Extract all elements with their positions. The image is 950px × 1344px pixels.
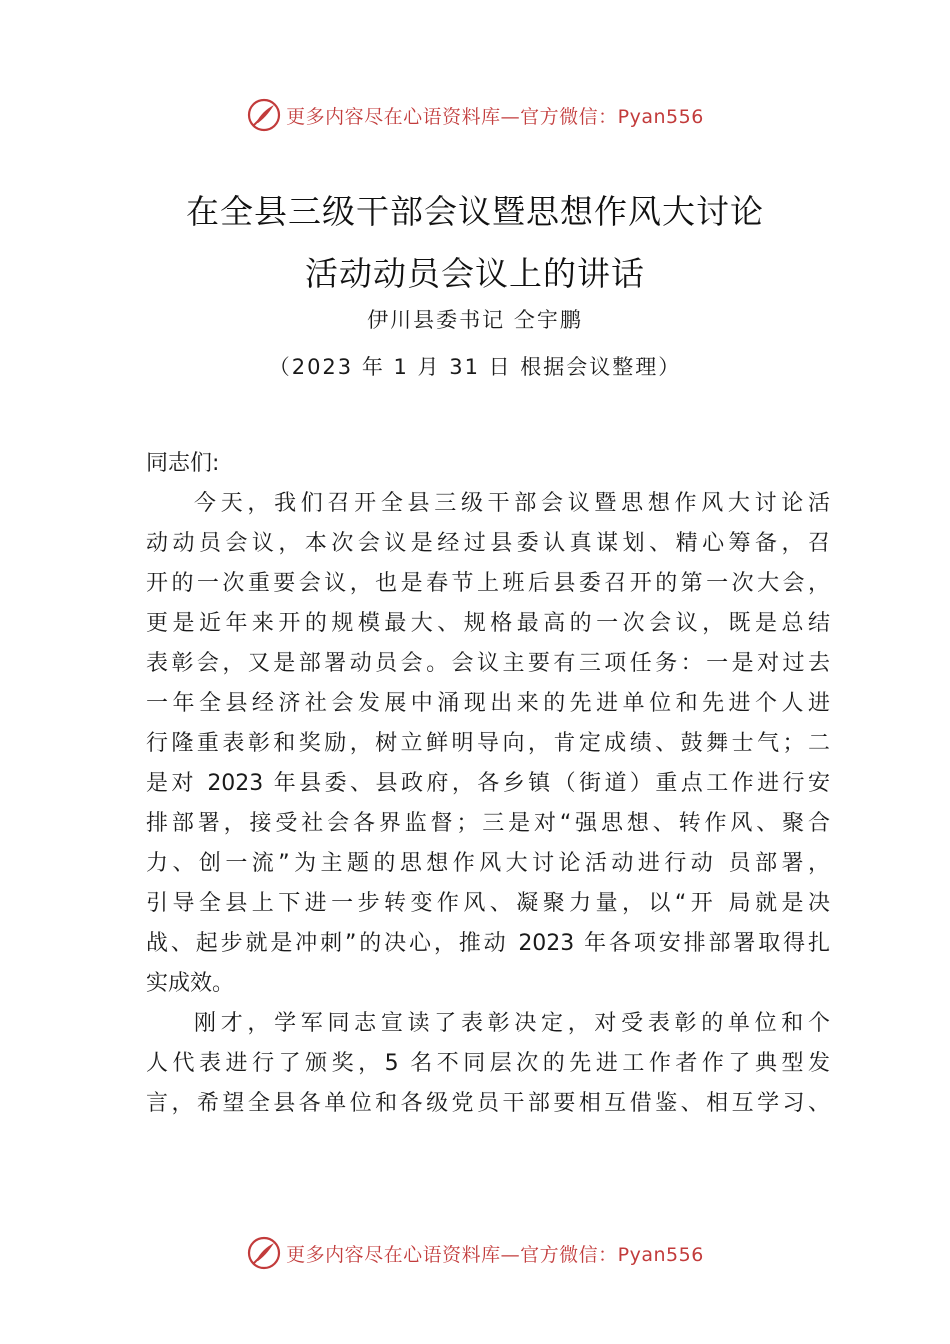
paragraph-line: 言，希望全县各单位和各级党员干部要相互借鉴、相互学习、 (146, 1091, 830, 1116)
paragraph-line: 是对 2023 年县委、县政府，各乡镇（街道）重点工作进行安 (146, 771, 830, 796)
paragraph-line: 一年全县经济社会发展中涌现出来的先进单位和先进个人进 (146, 691, 830, 716)
paragraph-line: 排部署，接受社会各界监督；三是对“强思想、转作风、聚合 (146, 811, 830, 836)
paragraph-2 (146, 1004, 830, 1124)
paragraph-line: 实成效。 (146, 971, 235, 996)
paragraph-line: 更是近年来开的规模最大、规格最高的一次会议，既是总结 (146, 611, 830, 636)
paragraph-line: 今天，我们召开全县三级干部会议暨思想作风大讨论活 (194, 491, 830, 516)
paragraph-line: 引导全县上下进一步转变作风、凝聚力量，以“开 局就是决 (146, 891, 830, 916)
paragraph-line: 动动员会议，本次会议是经过县委认真谋划、精心筹备，召 (146, 531, 830, 556)
document-title-line-1: 在全县三级干部会议暨思想作风大讨论 (186, 192, 764, 231)
watermark-header (0, 95, 950, 135)
paragraph-1 (146, 484, 830, 1004)
paragraph-line: 表彰会，又是部署动员会。会议主要有三项任务：一是对过去 (146, 651, 830, 676)
quill-pen-logo (246, 97, 282, 133)
paragraph-line: 刚才，学军同志宣读了表彰决定，对受表彰的单位和个 (194, 1011, 830, 1036)
watermark-text: 更多内容尽在心语资料库—官方微信： (286, 1243, 618, 1266)
salutation: 同志们: (146, 451, 220, 476)
watermark-wechat-id: Pyan556 (617, 1243, 704, 1266)
paragraph-line: 战、起步就是冲刺”的决心，推动 2023 年各项安排部署取得扎 (146, 931, 830, 956)
paragraph-line: 人代表进行了颁奖，5 名不同层次的先进工作者作了典型发 (146, 1051, 830, 1076)
document-title-line-2: 活动动员会议上的讲话 (305, 254, 645, 293)
watermark-wechat-id: Pyan556 (617, 105, 704, 128)
document-date: （2023 年 1 月 31 日 根据会议整理） (268, 355, 682, 379)
paragraph-line: 力、创一流”为主题的思想作风大讨论活动进行动 员部署， (146, 851, 830, 876)
paragraph-line: 开的一次重要会议，也是春节上班后县委召开的第一次大会， (146, 571, 830, 596)
watermark-footer (0, 1233, 950, 1273)
paragraph-line: 行隆重表彰和奖励，树立鲜明导向，肯定成绩、鼓舞士气；二 (146, 731, 830, 756)
quill-pen-logo (246, 1235, 282, 1271)
document-author: 伊川县委书记 仝宇鹏 (367, 308, 583, 332)
watermark-text: 更多内容尽在心语资料库—官方微信： (286, 105, 618, 128)
